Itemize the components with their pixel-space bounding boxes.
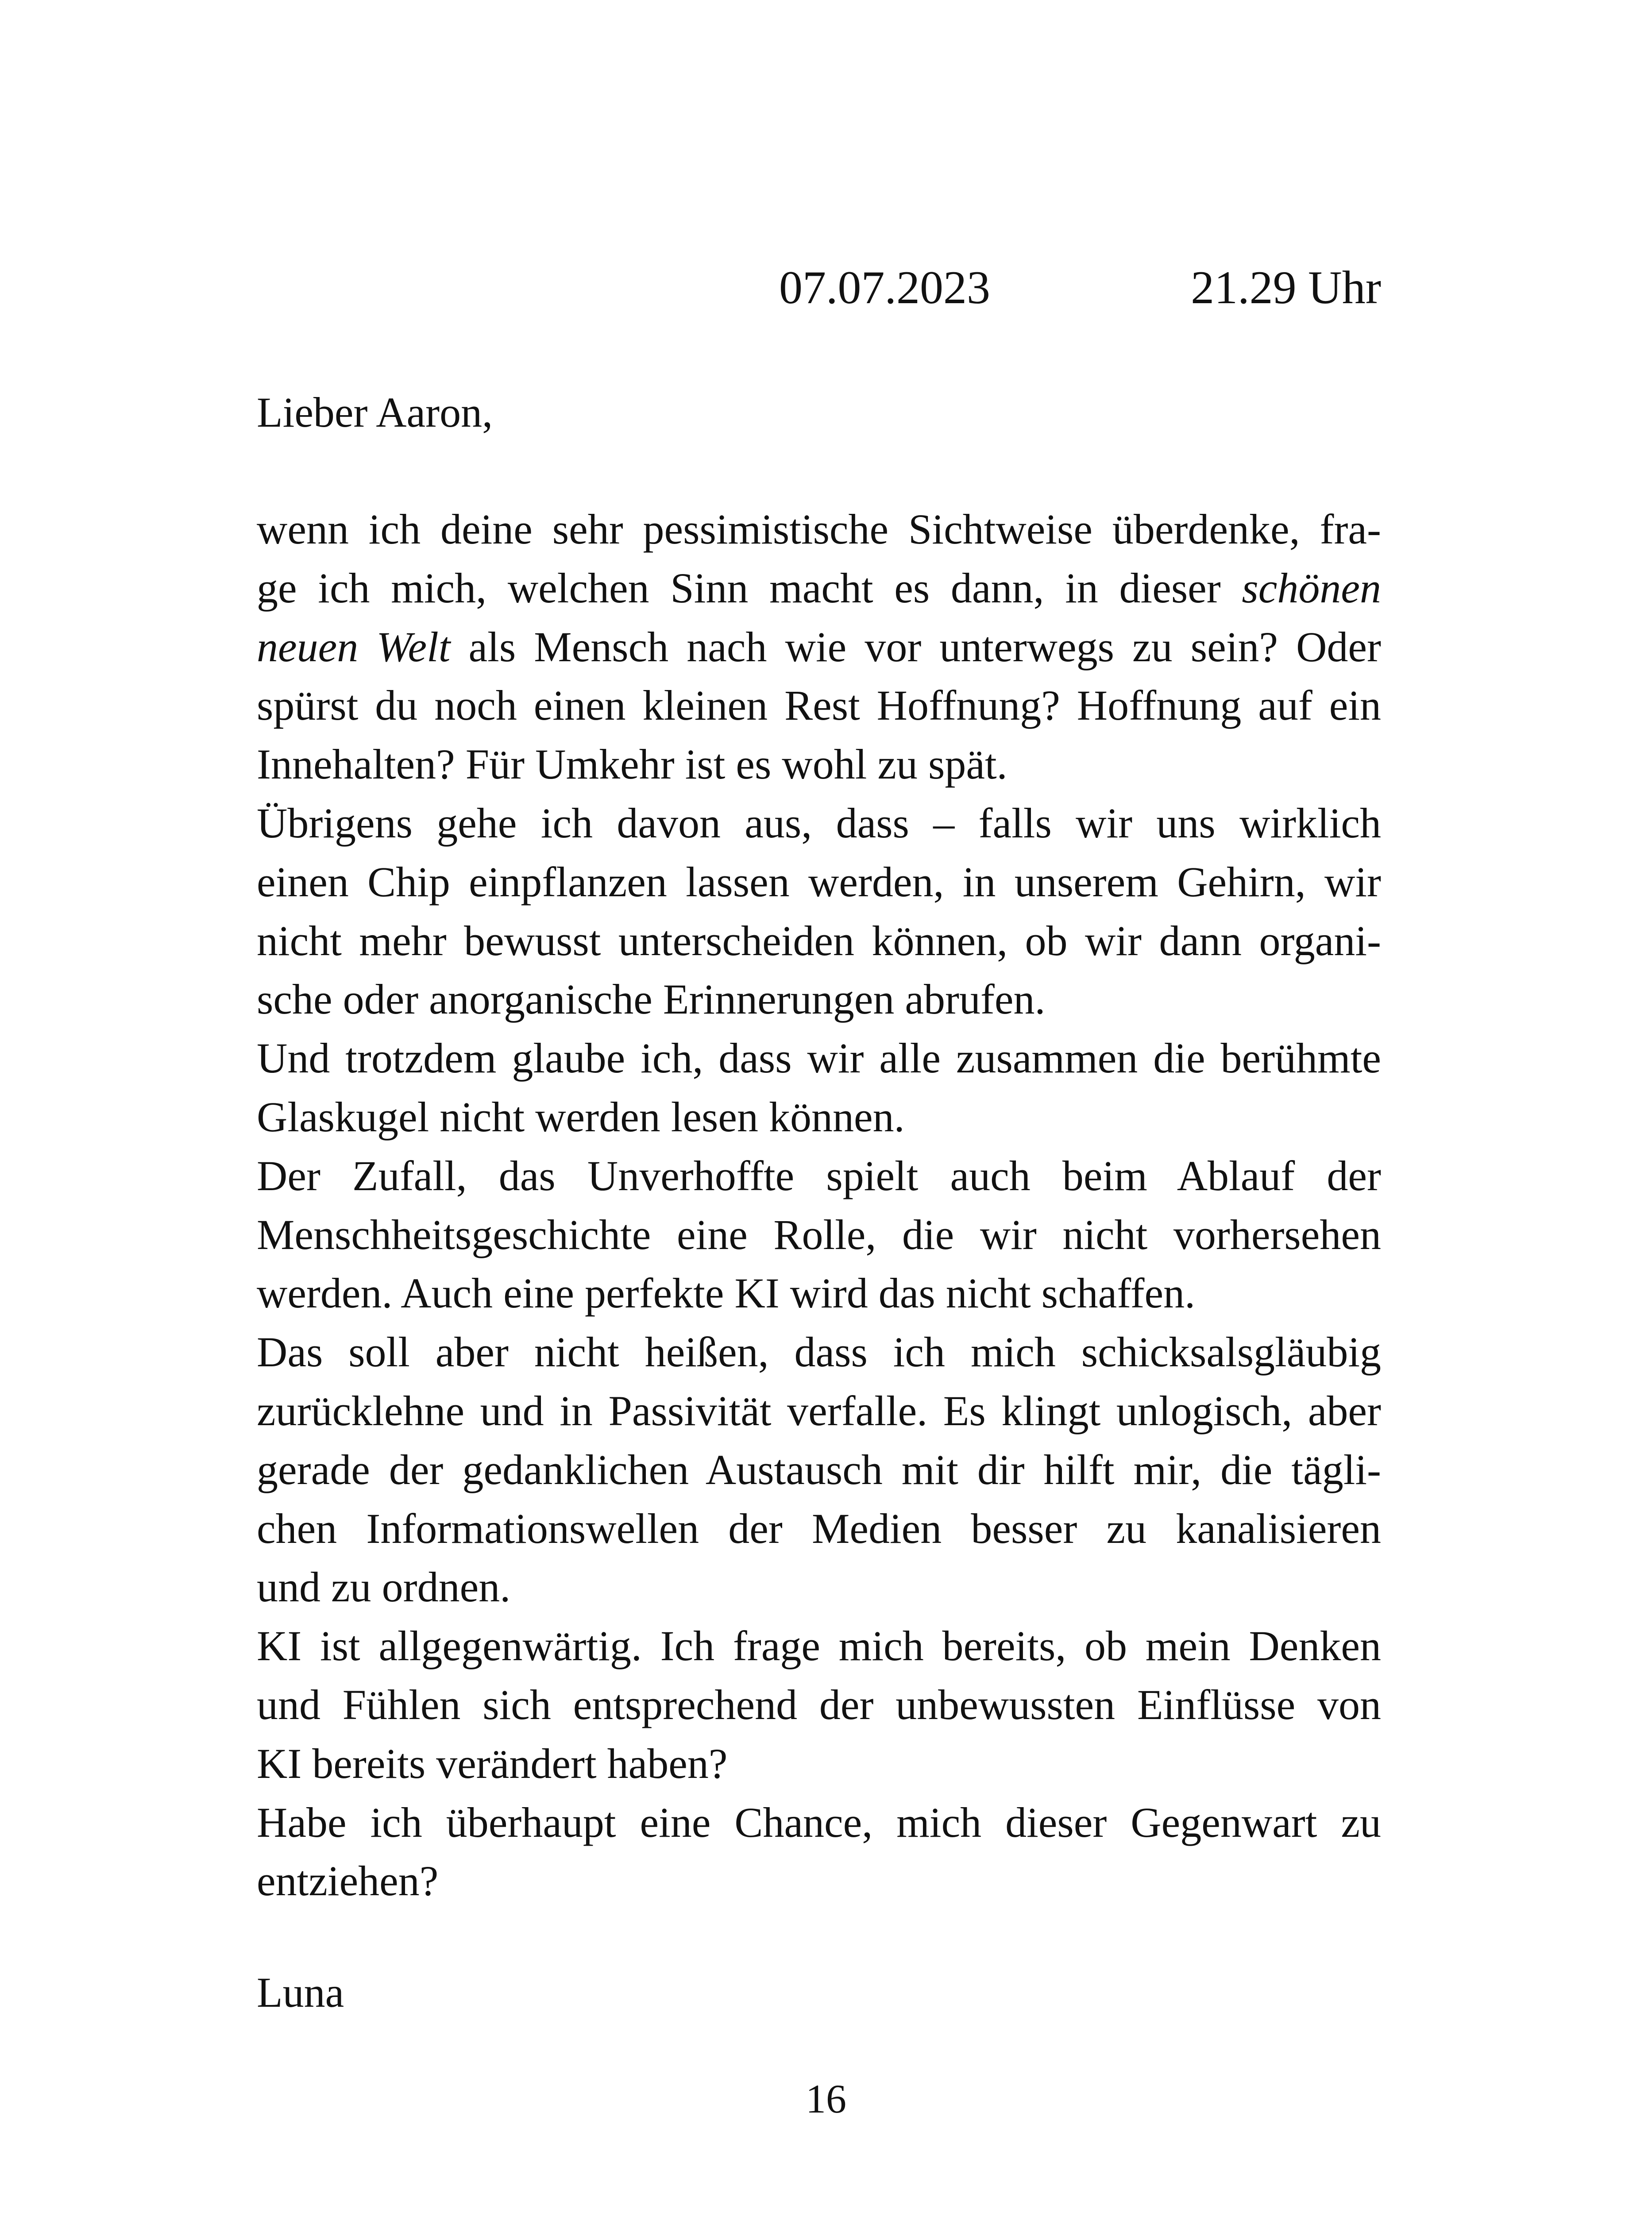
body-line-text: KI bereits verändert haben?: [257, 1739, 728, 1787]
letter-date: 07.07.2023: [779, 262, 990, 313]
body-line-text: chen Informationswellen der Medien besser zu kanalisieren: [257, 1504, 1381, 1552]
body-line: [257, 1147, 1381, 1206]
body-line: [257, 1558, 1381, 1617]
body-line: [257, 676, 1381, 735]
body-line: [257, 618, 1381, 677]
body-line-text: nicht mehr bewusst unterscheiden können, ob wir dann organi-: [257, 917, 1381, 964]
body-line: [257, 794, 1381, 853]
letter-signature: Luna: [257, 1969, 344, 2016]
body-line-text: Das soll aber nicht heißen, dass ich mich schicksalsgläubig: [257, 1328, 1381, 1376]
body-line-text: zurücklehne und in Passivität verfalle. Es klingt unlogisch, aber: [257, 1387, 1381, 1434]
letter-time: 21.29 Uhr: [1191, 262, 1381, 313]
body-line-emphasis: neuen Welt: [257, 623, 451, 671]
body-line-text: sche oder anorganische Erinnerungen abrufen.: [257, 975, 1046, 1023]
body-line-text: gerade der gedanklichen Austausch mit dir hilft mir, die tägli-: [257, 1446, 1381, 1493]
body-line: [257, 559, 1381, 618]
body-line-text: Glaskugel nicht werden lesen können.: [257, 1093, 905, 1141]
body-line-text: Habe ich überhaupt eine Chance, mich dieser Gegenwart zu: [257, 1798, 1381, 1846]
body-line: [257, 1088, 1381, 1147]
body-line: [257, 735, 1381, 794]
body-line: [257, 853, 1381, 912]
body-line-text: und Fühlen sich entsprechend der unbewussten Einflüsse von: [257, 1681, 1381, 1728]
body-line: [257, 1264, 1381, 1323]
body-line: [257, 1206, 1381, 1265]
body-line: [257, 1793, 1381, 1852]
body-line: [257, 912, 1381, 971]
body-line: [257, 1852, 1381, 1911]
body-line-text: entziehen?: [257, 1857, 439, 1905]
body-line-text: einen Chip einpflanzen lassen werden, in unserem Gehirn, wir: [257, 858, 1381, 906]
letter-body: [257, 500, 1381, 1911]
body-line: [257, 1676, 1381, 1735]
body-line: [257, 970, 1381, 1029]
body-line: [257, 1617, 1381, 1676]
body-line-text: Innehalten? Für Umkehr ist es wohl zu spät.: [257, 740, 1007, 788]
body-line-text: KI ist allgegenwärtig. Ich frage mich bereits, ob mein Denken: [257, 1622, 1381, 1670]
body-line-text: und zu ordnen.: [257, 1563, 511, 1611]
page-number: 16: [806, 2076, 846, 2121]
body-line-text: ge ich mich, welchen Sinn macht es dann, in dieser: [257, 564, 1242, 612]
body-line: [257, 500, 1381, 559]
body-line-text: werden. Auch eine perfekte KI wird das nicht schaffen.: [257, 1269, 1196, 1317]
body-line: [257, 1029, 1381, 1088]
body-line-text: wenn ich deine sehr pessimistische Sichtweise überdenke, fra-: [257, 505, 1381, 553]
body-line: [257, 1500, 1381, 1558]
body-line: [257, 1441, 1381, 1500]
body-line: [257, 1735, 1381, 1793]
body-line-text: spürst du noch einen kleinen Rest Hoffnung? Hoffnung auf ein: [257, 682, 1381, 729]
body-line-text: Menschheitsgeschichte eine Rolle, die wir nicht vorhersehen: [257, 1211, 1381, 1258]
body-line-text: als Mensch nach wie vor unterwegs zu sein? Oder: [450, 623, 1381, 671]
body-line: [257, 1323, 1381, 1382]
body-line-emphasis: schönen: [1242, 564, 1381, 612]
letter-header: [779, 252, 1381, 323]
body-line: [257, 1382, 1381, 1441]
body-line-text: Übrigens gehe ich davon aus, dass – falls wir uns wirklich: [257, 799, 1381, 847]
body-line-text: Der Zufall, das Unverhoffte spielt auch beim Ablauf der: [257, 1152, 1381, 1199]
letter-greeting: Lieber Aaron,: [257, 389, 493, 436]
body-line-text: Und trotzdem glaube ich, dass wir alle zusammen die berühmte: [257, 1034, 1381, 1082]
